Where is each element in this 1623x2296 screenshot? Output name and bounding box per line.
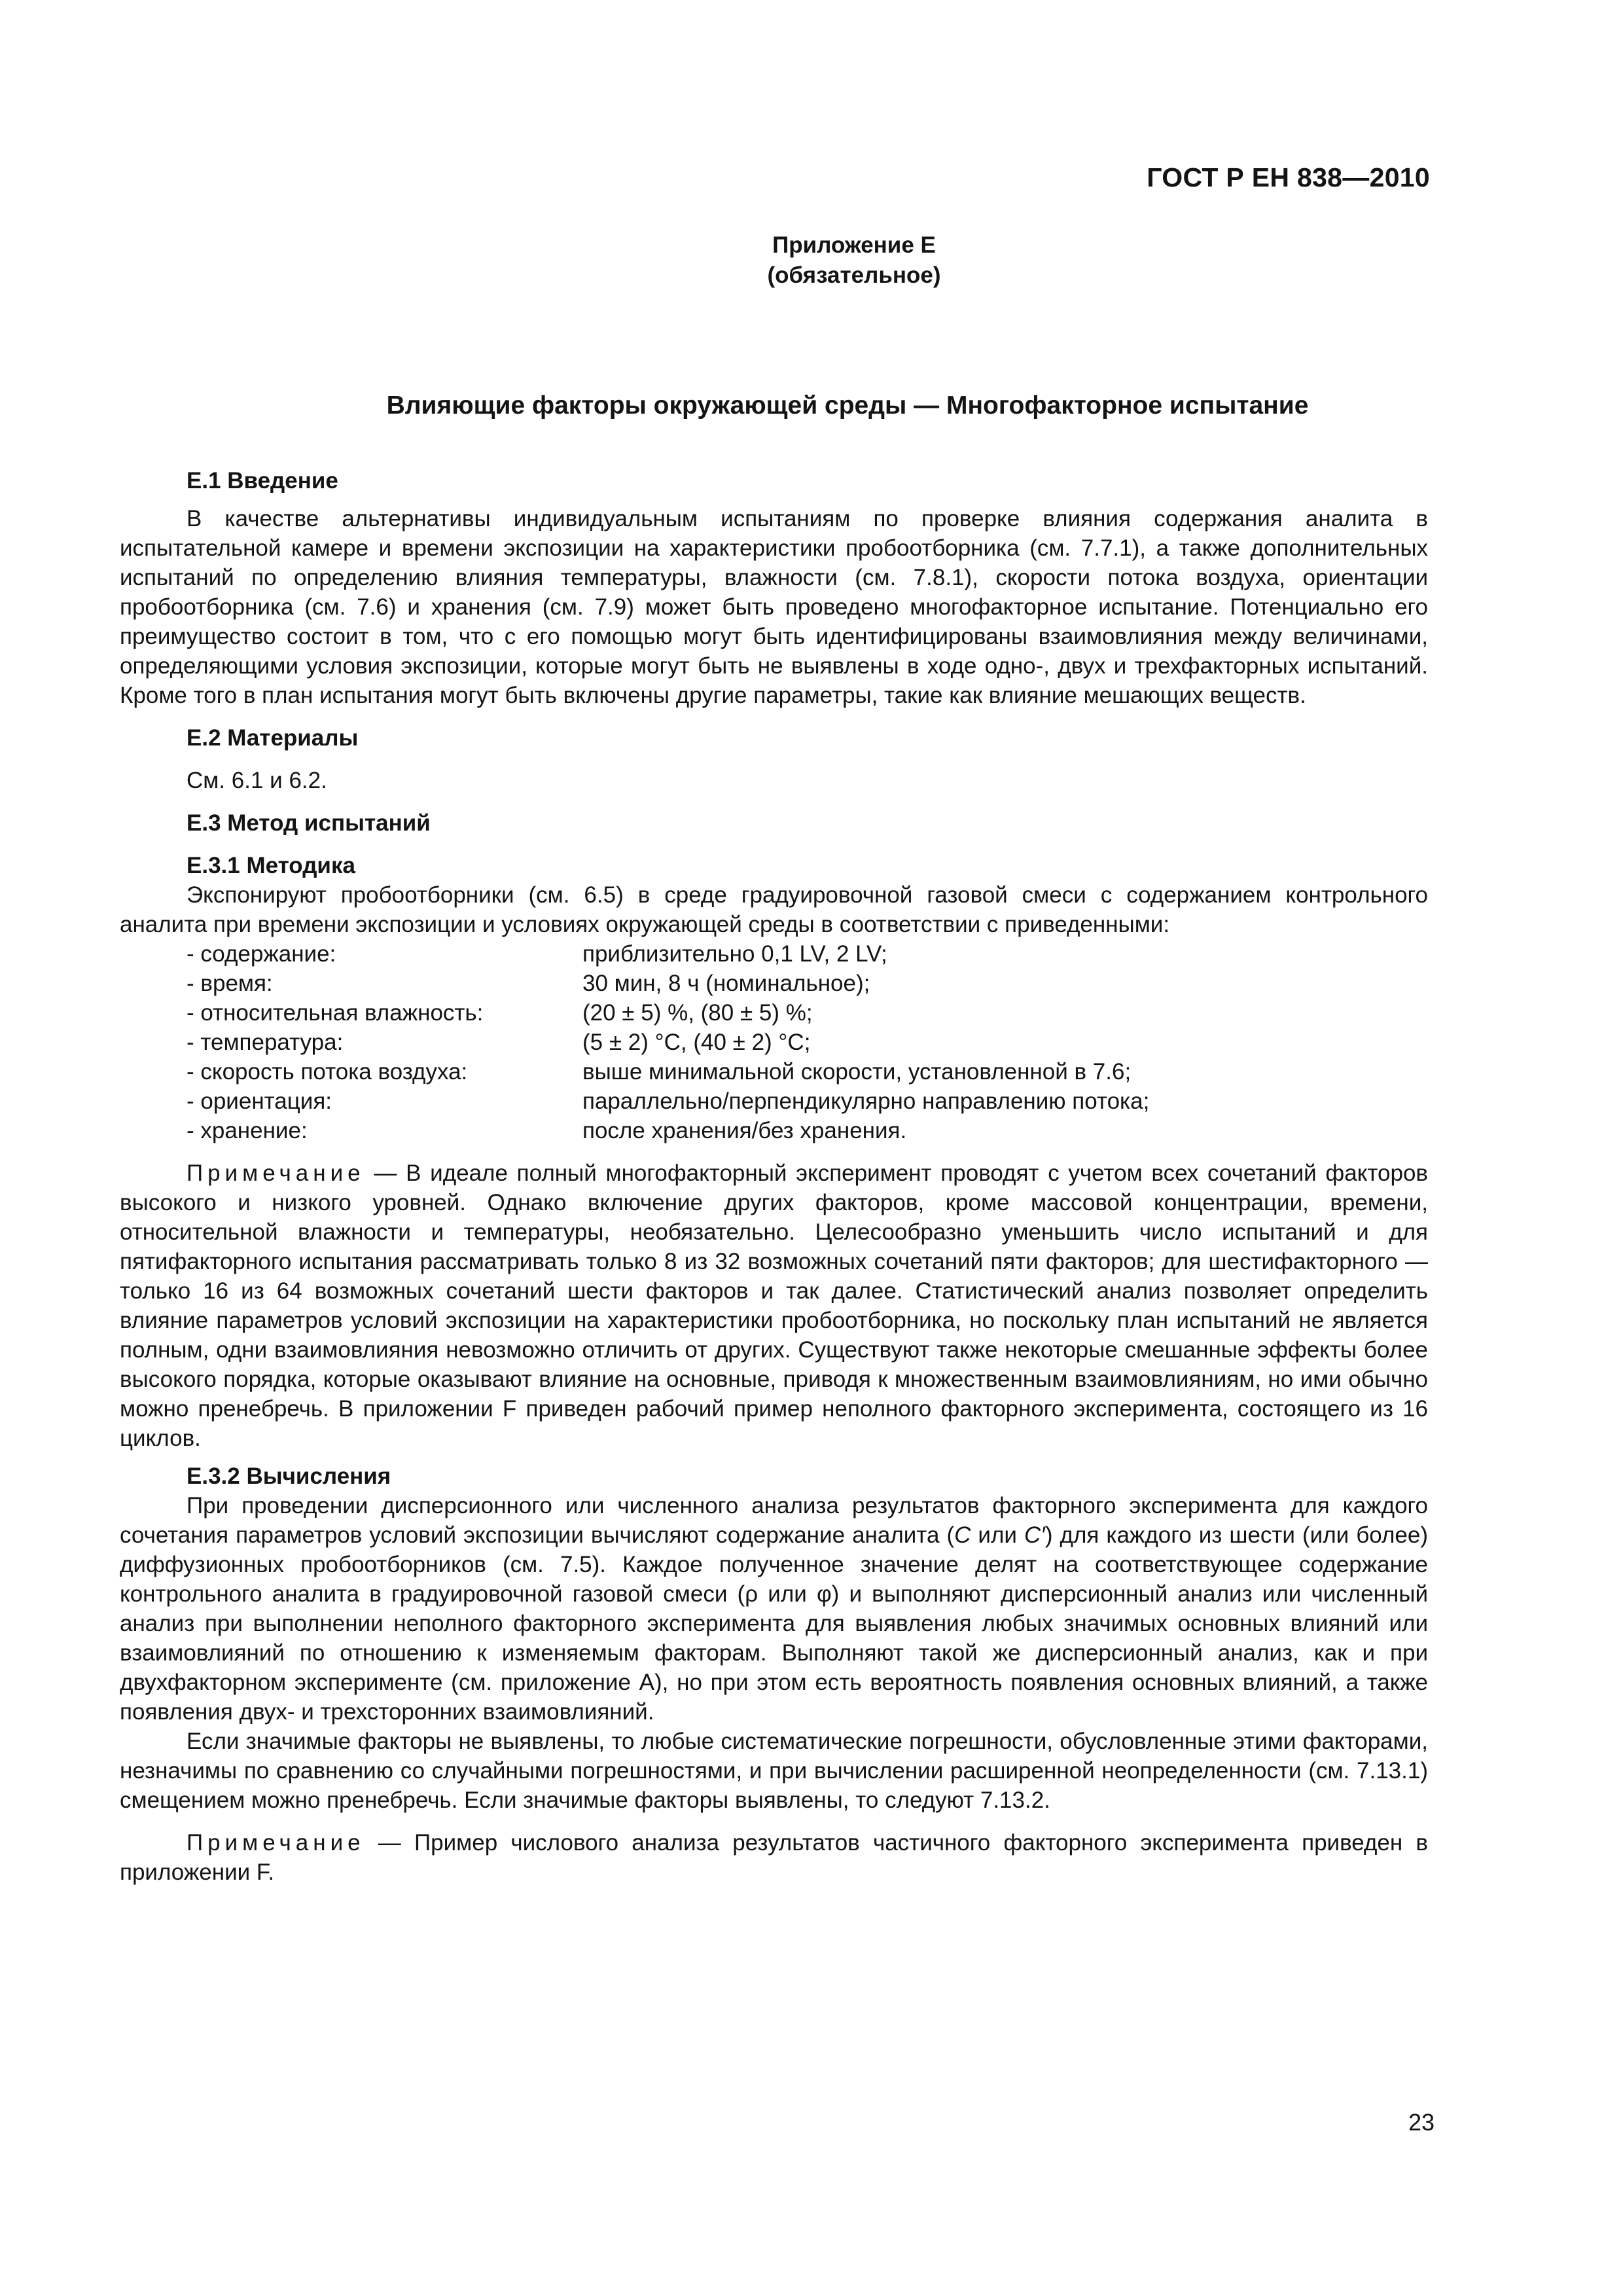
condition-label: - температура: [187,1030,344,1055]
list-item [187,939,1428,969]
note-label: Примечание [187,1830,365,1856]
symbol-c: С [954,1522,971,1548]
annex-title: Приложение Е [772,232,936,258]
section-e3-heading: Е.3 Метод испытаний [187,810,431,836]
condition-label: - содержание: [187,941,336,967]
section-e32-heading: Е.3.2 Вычисления [187,1463,391,1489]
section-e2-text: См. 6.1 и 6.2. [187,768,327,793]
note-text: — Пример числового анализа результатов частичного факторного эксперимента приведен в приложении F. [120,1830,1428,1885]
condition-label: - ориентация: [187,1088,332,1114]
section-e32-paragraph-2: Если значимые факторы не выявлены, то любые систематические погрешности, обусловленные этими факторами, незначимы по сравнению со случайными погрешностями, и при вычислении расширенной неопределенности (см. 7.13.1) смещением можно пренебречь. Если значимые факторы выявлены, то следуют 7.13.2. [120,1729,1428,1813]
condition-value: параллельно/перпендикулярно направлению потока; [582,1088,1150,1114]
condition-label: - хранение: [187,1118,308,1143]
annex-main-title: Влияющие факторы окружающей среды — Многофакторное испытание [386,391,1309,420]
section-e1-text: В качестве альтернативы индивидуальным испытаниям по проверке влияния содержания аналита в испытательной камере и времени экспозиции на характеристики пробоотборника (см. 7.7.1), а также дополнительных испытаний по определению влияния температуры, влажности (см. 7.8.1), скорости потока воздуха, ориентации пробоотборника (см. 7.6) и хранения (см. 7.9) может быть проведено многофакторное испытание. Потенциально его преимущество состоит в том, что с его помощью могут быть идентифицированы взаимовлияния между величинами, определяющими условия экспозиции, которые могут быть не выявлены в ходе одно-, двух и трехфакторных испытаний. Кроме того в план испытания могут быть включены другие параметры, такие как влияние мешающих веществ. [120,506,1428,708]
list-item [187,1116,1428,1145]
section-e31-note [120,1158,1428,1453]
list-item [187,1057,1428,1086]
condition-value: выше минимальной скорости, установленной в 7.6; [582,1059,1132,1085]
paragraph-text: ) для каждого из шести (или более) диффузионных пробоотборников (см. 7.5). Каждое полученное значение делят на соответствующее содержание контрольного аналита в градуировочной газовой смеси (ρ или φ) и выполняют дисперсионный анализ или численный анализ при выполнении неполного факторного эксперимента для выявления любых значимых основных влияний или взаимовлияний по отношению к изменяемым факторам. Выполняют такой же дисперсионный анализ, как и при двухфакторном эксперименте (см. приложение А), но при этом есть вероятность появления основных влияний, а также появления двух- и трехсторонних взаимовлияний. [120,1522,1428,1725]
list-item [187,998,1428,1028]
symbol-c-prime: С′ [1024,1522,1045,1548]
page-number: 23 [1408,2109,1435,2136]
section-e2-heading: Е.2 Материалы [187,725,359,751]
section-e1-heading: Е.1 Введение [187,468,338,493]
note-text: — В идеале полный многофакторный эксперимент проводят с учетом всех сочетаний факторов высокого и низкого уровней. Однако включение других факторов, кроме массовой концентрации, времени, относительной влажности и температуры, необязательно. Целесообразно уменьшить число испытаний и для пятифакторного испытания рассматривать только 8 из 32 возможных сочетаний пяти факторов; для шестифакторного — только 16 из 64 возможных сочетаний шести факторов и так далее. Статистический анализ позволяет определить влияние параметров условий экспозиции на характеристики пробоотборника, но поскольку план испытаний не является полным, одни взаимовлияния невозможно отличить от других. Существуют также некоторые смешанные эффекты более высокого порядка, которые оказывают влияние на основные, приводя к множественным взаимовлияниям, но ими обычно можно пренебречь. В приложении F приведен рабочий пример неполного факторного эксперимента, состоящего из 16 циклов. [120,1160,1428,1451]
section-e32-paragraph-1 [120,1491,1428,1727]
section-e32-note [120,1828,1428,1887]
exposure-conditions-list [120,939,1428,1145]
section-e31-heading: Е.3.1 Методика [187,853,355,878]
condition-label: - скорость потока воздуха: [187,1059,468,1085]
list-item [187,1028,1428,1057]
document-code: ГОСТ Р ЕН 838—2010 [1147,162,1430,192]
paragraph-text: При проведении дисперсионного или численного анализа результатов факторного эксперимента для каждого сочетания параметров условий экспозиции вычисляют содержание аналита ( [120,1493,1428,1548]
paragraph-text: или [971,1522,1024,1548]
document-body [120,466,1428,1887]
condition-value: (20 ± 5) %, (80 ± 5) %; [582,1000,813,1026]
condition-value: 30 мин, 8 ч (номинальное); [582,971,870,996]
condition-value: после хранения/без хранения. [582,1118,907,1143]
condition-label: - относительная влажность: [187,1000,484,1026]
condition-value: (5 ± 2) °С, (40 ± 2) °С; [582,1030,811,1055]
condition-value: приблизительно 0,1 LV, 2 LV; [582,941,887,967]
section-e31-text: Экспонируют пробоотборники (см. 6.5) в среде градуировочной газовой смеси с содержанием контрольного аналита при времени экспозиции и условиях окружающей среды в соответствии с приведенными: [120,882,1428,937]
list-item [187,1086,1428,1116]
annex-header [0,230,1623,291]
annex-status: (обязательное) [767,262,941,288]
condition-label: - время: [187,971,273,996]
note-label: Примечание [187,1160,365,1186]
list-item [187,969,1428,998]
